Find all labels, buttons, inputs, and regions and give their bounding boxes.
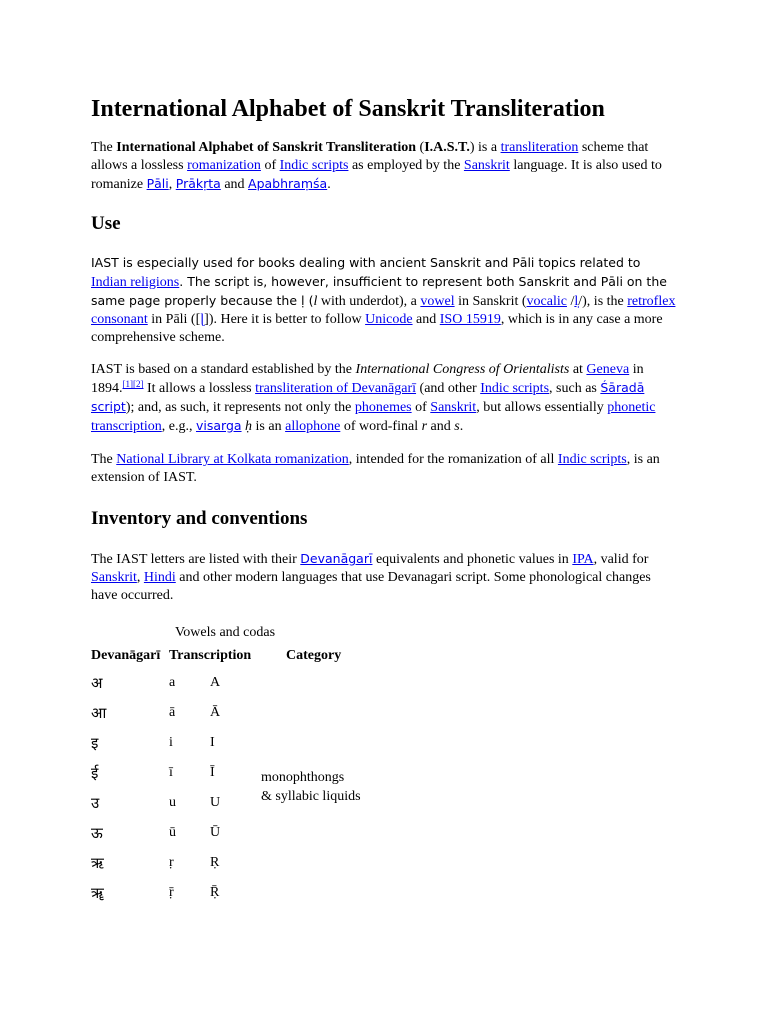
devanagari-cell: उ xyxy=(91,794,100,812)
use-paragraph-3: The National Library at Kolkata romanization, intended for the romanization of all Indic scripts, is an extension of IAST. xyxy=(91,452,660,485)
reference-links[interactable]: [1][2] xyxy=(122,379,144,389)
link-ipa-ll[interactable]: ɭ xyxy=(200,312,205,327)
link-ipa[interactable]: IPA xyxy=(572,552,594,567)
link-national-library-kolkata[interactable]: National Library at Kolkata romanization xyxy=(116,452,349,467)
link-transliteration-devanagari[interactable]: transliteration of Devanāgarī xyxy=(255,381,417,396)
devanagari-cell: अ xyxy=(91,674,103,692)
transcription-upper-cell: Ā xyxy=(210,705,221,720)
table-caption: Vowels and codas xyxy=(175,625,276,640)
transcription-upper-cell: A xyxy=(210,675,221,690)
transcription-lower-cell: ṛ xyxy=(169,855,174,870)
link-prakrta[interactable]: Prākṛta xyxy=(175,176,221,191)
link-sanskrit[interactable]: Sanskrit xyxy=(463,158,510,173)
inventory-paragraph: The IAST letters are listed with their Devanāgarī equivalents and phonetic values in IPA, valid for Sanskrit, Hindi and other modern languages that use Devanagari script. Some phonological changes have occurred. xyxy=(91,551,651,603)
link-unicode[interactable]: Unicode xyxy=(365,312,413,327)
link-vocalic[interactable]: vocalic xyxy=(526,294,567,309)
link-indic-scripts[interactable]: Indic scripts xyxy=(279,158,349,173)
transcription-lower-cell: u xyxy=(169,795,176,810)
bold-title: International Alphabet of Sanskrit Transliteration xyxy=(116,140,417,155)
use-paragraph-1: IAST is especially used for books dealing with ancient Sanskrit and Pāli topics related to Indian religions. The script is, however, insufficient to represent both Sanskrit and Pāli on the same page properly because the ḷ (l with underdot), a vowel in Sanskrit (vocalic /l̩/), is the retroflex consonant in Pāli ([ɭ]). Here it is better to follow Unicode and ISO 15919, which is in any case a more comprehensive scheme. xyxy=(91,255,676,345)
devanagari-cell: इ xyxy=(91,734,99,752)
link-visarga[interactable]: visarga xyxy=(195,418,242,433)
category-cell: monophthongs & syllabic liquids xyxy=(261,770,361,804)
link-ipa-l[interactable]: l̩ xyxy=(574,294,579,309)
link-allophone[interactable]: allophone xyxy=(285,419,341,434)
link-vowel[interactable]: vowel xyxy=(420,294,455,309)
transcription-upper-cell: Ū xyxy=(210,825,221,840)
link-pali[interactable]: Pāli xyxy=(146,176,169,191)
link-indic-scripts-3[interactable]: Indic scripts xyxy=(557,452,627,467)
transcription-upper-cell: Ṛ xyxy=(210,855,220,870)
transcription-lower-cell: i xyxy=(169,735,173,750)
link-phonetic-transcription[interactable]: phonetic transcription xyxy=(91,400,656,434)
transcription-upper-cell: Ī xyxy=(210,765,215,780)
section-heading-use: Use xyxy=(91,213,121,234)
header-devanagari: Devanāgarī xyxy=(91,648,161,663)
link-sanskrit-2[interactable]: Sanskrit xyxy=(430,400,477,415)
link-geneva[interactable]: Geneva xyxy=(586,362,630,377)
link-indian-religions[interactable]: Indian religions xyxy=(91,275,180,290)
devanagari-cell: ॠ xyxy=(91,884,104,902)
section-heading-inventory: Inventory and conventions xyxy=(91,508,308,529)
link-sanskrit-3[interactable]: Sanskrit xyxy=(91,570,137,585)
header-transcription: Transcription xyxy=(169,648,252,663)
devanagari-cell: ऊ xyxy=(91,824,103,842)
transcription-lower-cell: a xyxy=(169,675,176,690)
devanagari-cell: ई xyxy=(91,764,99,782)
transcription-upper-cell: U xyxy=(210,795,221,810)
link-sarada-script[interactable]: Śāradā script xyxy=(91,380,645,414)
transcription-lower-cell: ī xyxy=(169,765,173,780)
link-hindi[interactable]: Hindi xyxy=(143,570,176,585)
page-title: International Alphabet of Sanskrit Transliteration xyxy=(91,96,605,122)
link-retroflex-consonant[interactable]: retroflex consonant xyxy=(91,294,676,327)
devanagari-cell: ऋ xyxy=(91,854,104,872)
link-romanization[interactable]: romanization xyxy=(187,158,261,173)
use-paragraph-2: IAST is based on a standard established by the International Congress of Orientalists at Geneva in 1894.[1][2] It allows a lossless transliteration of Devanāgarī (and other Indic scripts, such as Śāradā script); and, as such, it represents not only the phonemes of Sanskrit, but allows essentially phonetic transcription, e.g., visarga ḥ is an allophone of word-final r and s. xyxy=(91,362,656,434)
link-devanagari[interactable]: Devanāgarī xyxy=(300,551,373,566)
devanagari-cell: आ xyxy=(91,704,107,722)
link-transliteration[interactable]: transliteration xyxy=(500,140,579,155)
intro-paragraph: The International Alphabet of Sanskrit Transliteration (I.A.S.T.) is a transliteration scheme that allows a lossless romanization of Indic scripts as employed by the Sanskrit language. It is also used to romanize Pāli, Prākṛta and Apabhraṃśa. xyxy=(91,140,662,192)
transcription-lower-cell: ū xyxy=(169,825,176,840)
bold-abbrev: I.A.S.T. xyxy=(424,140,470,155)
transcription-upper-cell: I xyxy=(210,735,215,750)
transcription-lower-cell: ṝ xyxy=(169,885,174,900)
transcription-lower-cell: ā xyxy=(169,705,176,720)
header-category: Category xyxy=(286,648,342,663)
link-indic-scripts-2[interactable]: Indic scripts xyxy=(480,381,550,396)
link-apabhramsa[interactable]: Apabhraṃśa xyxy=(248,176,328,191)
link-phonemes[interactable]: phonemes xyxy=(354,400,412,415)
transcription-upper-cell: Ṝ xyxy=(210,885,220,900)
link-iso-15919[interactable]: ISO 15919 xyxy=(439,312,501,327)
